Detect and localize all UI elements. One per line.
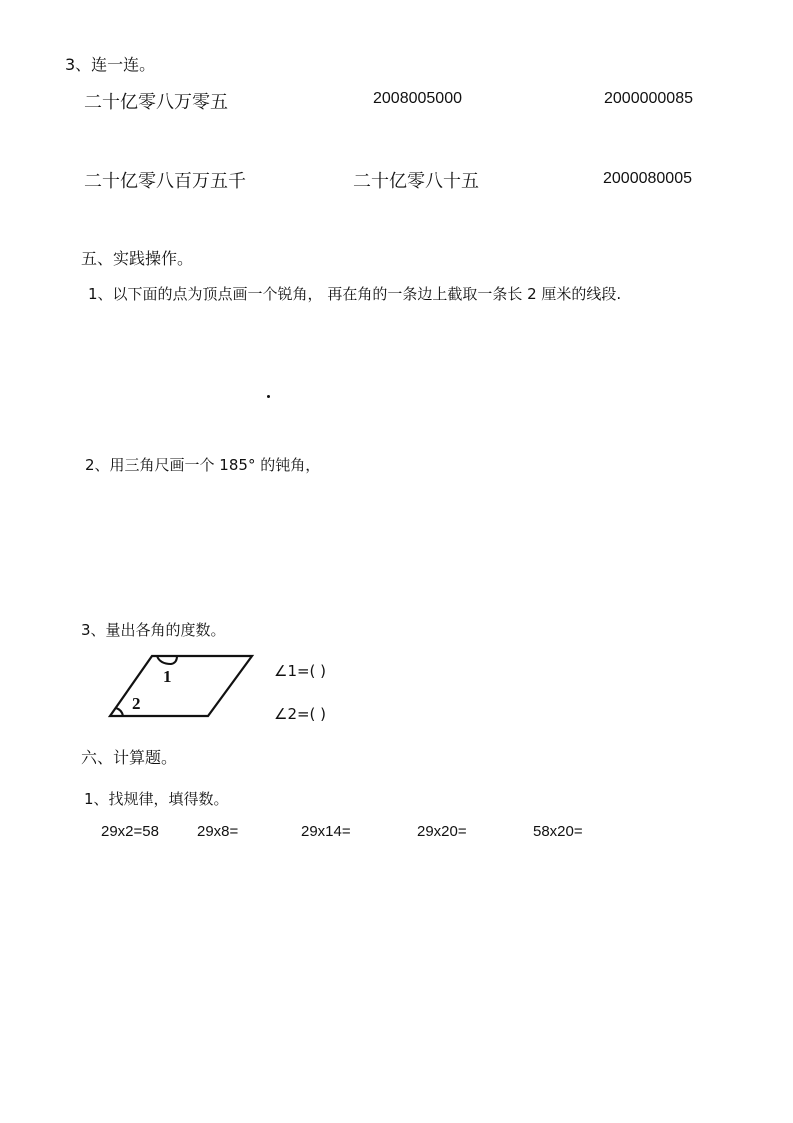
parallelogram-figure [105,650,265,722]
expression-1: 29x2=58 [101,823,159,840]
expression-2: 29x8= [197,823,239,840]
expression-3: 29x14= [301,823,351,840]
connect-row1-left: 二十亿零八万零五 [84,92,228,113]
angle-2-answer: ∠2=( ) [274,705,327,723]
angle-1-label: 1 [163,667,172,686]
vertex-dot [267,395,270,398]
question-obtuse-angle: 2、用三角尺画一个 185° 的钝角， [85,456,321,474]
connect-row1-middle: 2008005000 [373,90,462,107]
section-six-heading: 六、计算题。 [81,748,178,767]
connect-row1-right: 2000000085 [604,90,693,107]
section-five-heading: 五、实践操作。 [81,249,194,268]
connect-heading: 3、连一连。 [65,55,156,74]
angle-2-label: 2 [132,694,141,713]
angle-1-answer: ∠1=( ) [274,662,327,680]
question-find-pattern: 1、找规律，填得数。 [84,790,229,808]
connect-row2-middle: 二十亿零八十五 [353,171,479,192]
expression-5: 58x20= [533,823,583,840]
question-acute-angle: 1、以下面的点为顶点画一个锐角， 再在角的一条边上截取一条长 2 厘米的线段. [88,285,622,303]
connect-row2-right: 2000080005 [603,170,692,187]
angle-2-arc [116,708,123,716]
expression-4: 29x20= [417,823,467,840]
question-measure-angles: 3、量出各角的度数。 [81,621,226,639]
connect-row2-left: 二十亿零八百万五千 [84,171,246,192]
angle-1-arc [157,656,177,664]
